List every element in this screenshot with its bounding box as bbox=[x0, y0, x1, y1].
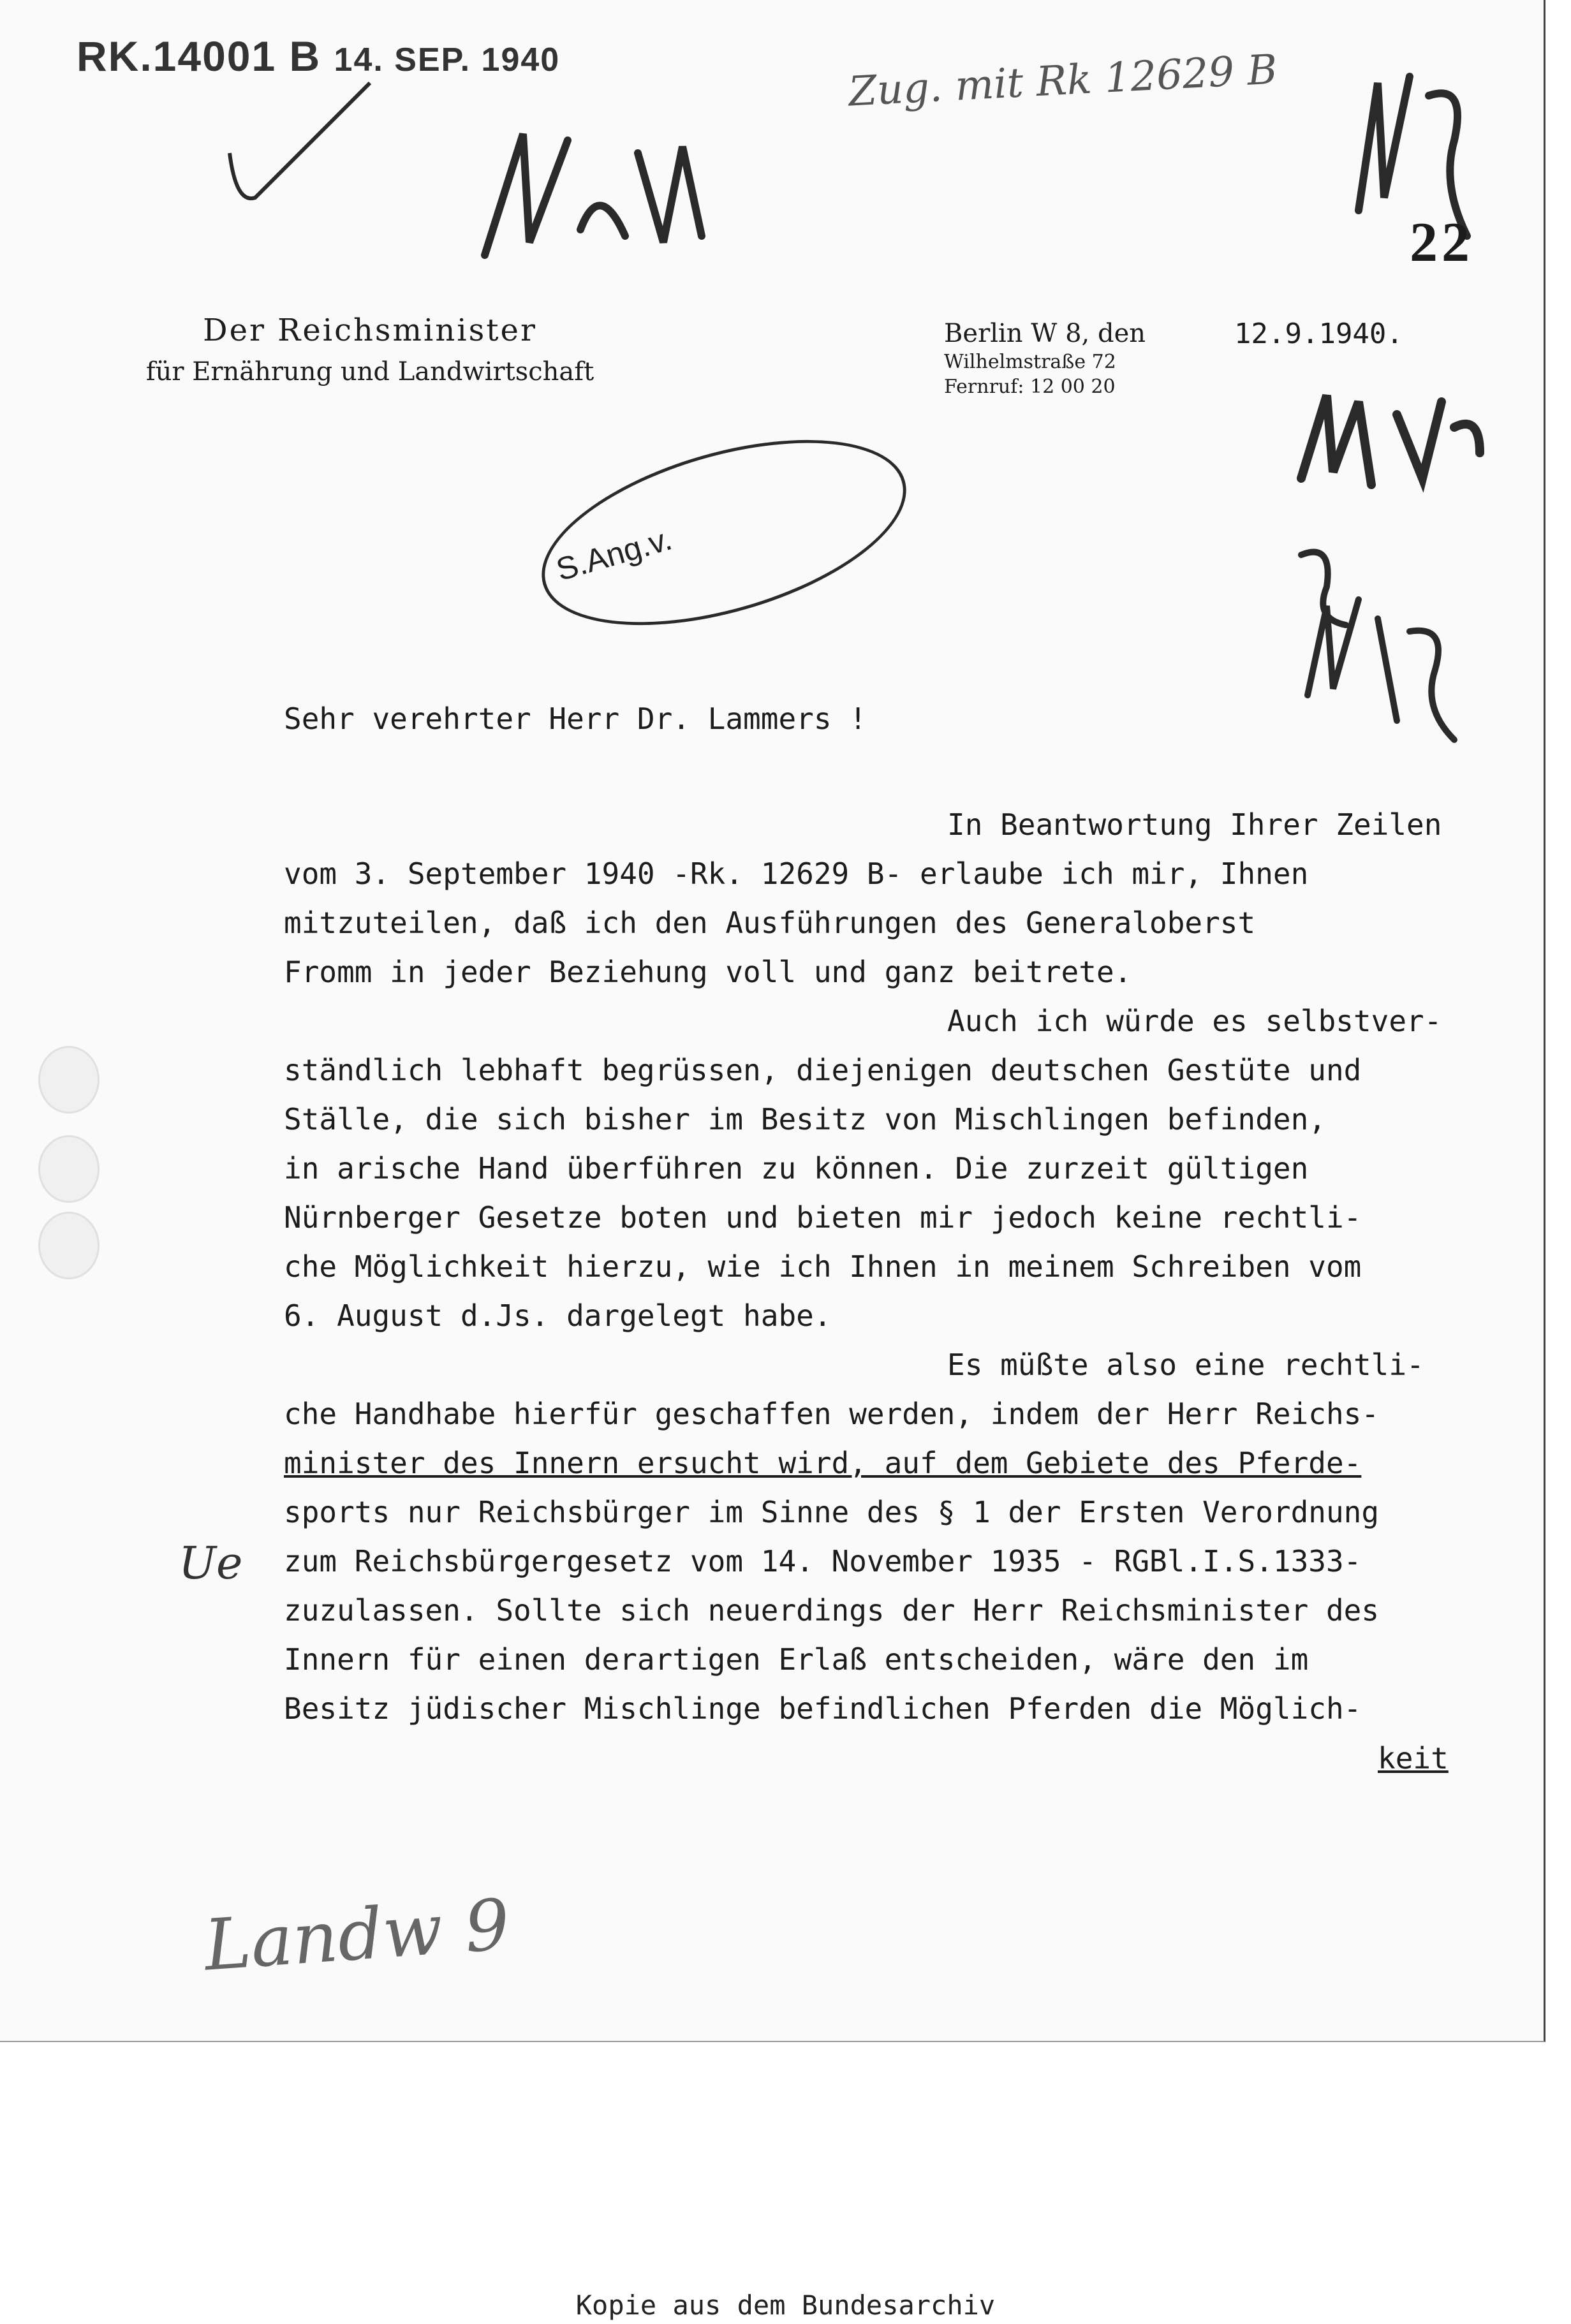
body-line: Fromm in jeder Beziehung voll und ganz beitrete. bbox=[284, 955, 1132, 989]
handwritten-initials-icon bbox=[472, 115, 740, 281]
body-line: mitzuteilen, daß ich den Ausführungen des Generaloberst bbox=[284, 906, 1256, 940]
punch-hole bbox=[38, 1135, 100, 1203]
body-line: sports nur Reichsbürger im Sinne des § 1 der Ersten Verordnung bbox=[284, 1495, 1380, 1529]
continuation-word: keit bbox=[1378, 1741, 1449, 1776]
handwritten-margin-note: Ue bbox=[179, 1537, 243, 1589]
body-line: in arische Hand überführen zu können. Die zurzeit gültigen bbox=[284, 1151, 1309, 1186]
body-line: vom 3. September 1940 -Rk. 12629 B- erlaube ich mir, Ihnen bbox=[284, 857, 1309, 891]
body-line: In Beantwortung Ihrer Zeilen bbox=[947, 807, 1442, 842]
stamp-date: 14. SEP. 1940 bbox=[334, 41, 561, 78]
body-line: che Möglichkeit hierzu, wie ich Ihnen in meinem Schreiben vom bbox=[284, 1249, 1362, 1284]
body-line: zuzulassen. Sollte sich neuerdings der Herr Reichsminister des bbox=[284, 1593, 1380, 1628]
document-date: 12.9.1940. bbox=[1234, 318, 1403, 350]
stamp-number: 14001 B bbox=[152, 33, 321, 80]
body-line: Innern für einen derartigen Erlaß entscheiden, wäre den im bbox=[284, 1642, 1309, 1677]
body-line: Besitz jüdischer Mischlinge befindlichen Pferden die Möglich- bbox=[284, 1691, 1362, 1726]
body-line: ständlich lebhaft begrüssen, diejenigen deutschen Gestüte und bbox=[284, 1053, 1362, 1087]
address-phone: Fernruf: 12 00 20 bbox=[944, 376, 1116, 398]
body-line: Nürnberger Gesetze boten und bieten mir jedoch keine rechtli- bbox=[284, 1200, 1362, 1235]
punch-hole bbox=[38, 1046, 100, 1114]
handwritten-reference: Zug. mit Rk 12629 B bbox=[847, 46, 1279, 116]
address-street: Wilhelmstraße 72 bbox=[944, 351, 1116, 373]
checkmark-icon bbox=[217, 77, 383, 223]
handwritten-initials-icon bbox=[1282, 529, 1473, 746]
body-line: minister des Innern ersucht wird, auf dem Gebiete des Pferde- bbox=[284, 1446, 1362, 1480]
letterhead-subtitle: für Ernährung und Landwirtschaft bbox=[145, 357, 594, 386]
stamp-prefix: RK. bbox=[77, 33, 153, 80]
sender-address bbox=[944, 319, 1146, 398]
body-line: che Handhabe hierfür geschaffen werden, indem der Herr Reichs- bbox=[284, 1397, 1380, 1431]
body-line: Es müßte also eine rechtli- bbox=[947, 1348, 1424, 1382]
archive-stamp bbox=[77, 32, 560, 80]
body-line: Ställe, die sich bisher im Besitz von Mischlingen befinden, bbox=[284, 1102, 1326, 1136]
archive-footer: Kopie aus dem Bundesarchiv bbox=[575, 2290, 996, 2321]
oval-stamp-border bbox=[521, 404, 927, 661]
letterhead bbox=[121, 313, 619, 386]
body-line: Auch ich würde es selbstver- bbox=[947, 1004, 1442, 1038]
salutation: Sehr verehrter Herr Dr. Lammers ! bbox=[284, 702, 867, 736]
punch-hole bbox=[38, 1212, 100, 1279]
handwritten-file-note: Landw 9 bbox=[202, 1883, 512, 1987]
body-line: zum Reichsbürgergesetz vom 14. November 1935 - RGBl.I.S.1333- bbox=[284, 1544, 1362, 1578]
letter-body bbox=[284, 800, 1547, 1733]
body-line: 6. August d.Js. dargelegt habe. bbox=[284, 1298, 832, 1333]
oval-stamp-text: S.Ang.v. bbox=[552, 520, 676, 588]
page-number: 22 bbox=[1410, 212, 1473, 274]
letterhead-title: Der Reichsminister bbox=[203, 313, 537, 348]
address-city: Berlin W 8, den bbox=[944, 319, 1146, 348]
handwritten-initials-icon bbox=[1288, 376, 1499, 504]
